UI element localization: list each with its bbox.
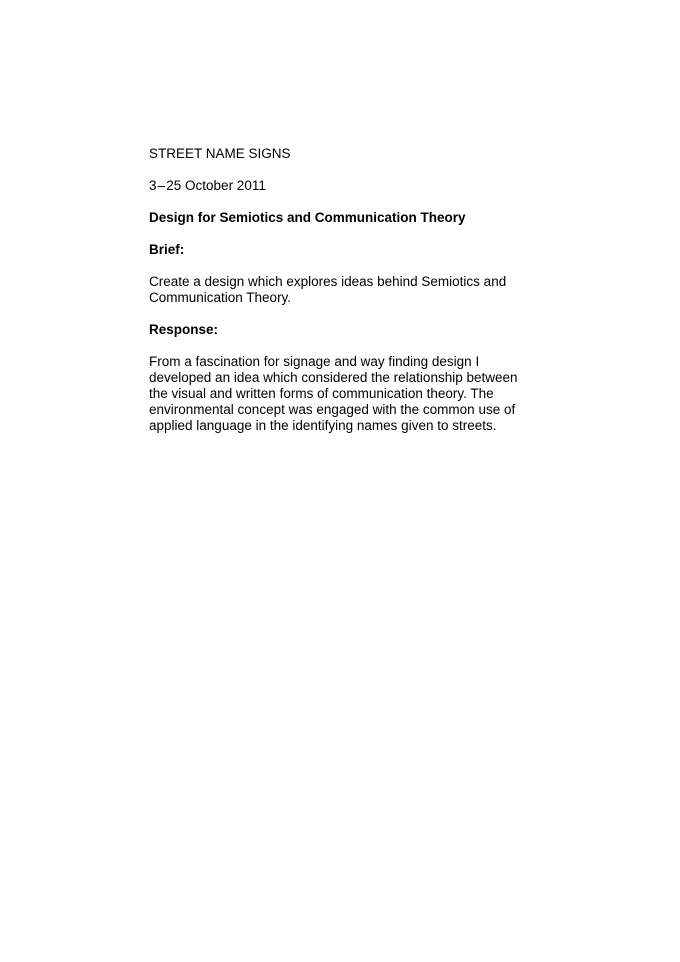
response-line: applied language in the identifying names given to streets. [149,418,497,433]
response-paragraph [149,354,529,434]
response-line: environmental concept was engaged with the common use of [149,402,516,417]
brief-line: Create a design which explores ideas behind Semiotics and [149,274,507,289]
document-body [149,146,529,450]
brief-paragraph [149,274,529,306]
response-line: developed an idea which considered the relationship between [149,370,518,385]
response-line: From a fascination for signage and way finding design I [149,354,480,369]
brief-heading: Brief: [149,242,185,257]
brief-line: Communication Theory. [149,290,292,305]
document-subtitle: Design for Semiotics and Communication Theory [149,210,466,225]
document-date: 3 – 25 October 2011 [149,178,266,193]
document-title: STREET NAME SIGNS [149,146,291,161]
response-heading: Response: [149,322,219,337]
response-line: the visual and written forms of communication theory. The [149,386,494,401]
